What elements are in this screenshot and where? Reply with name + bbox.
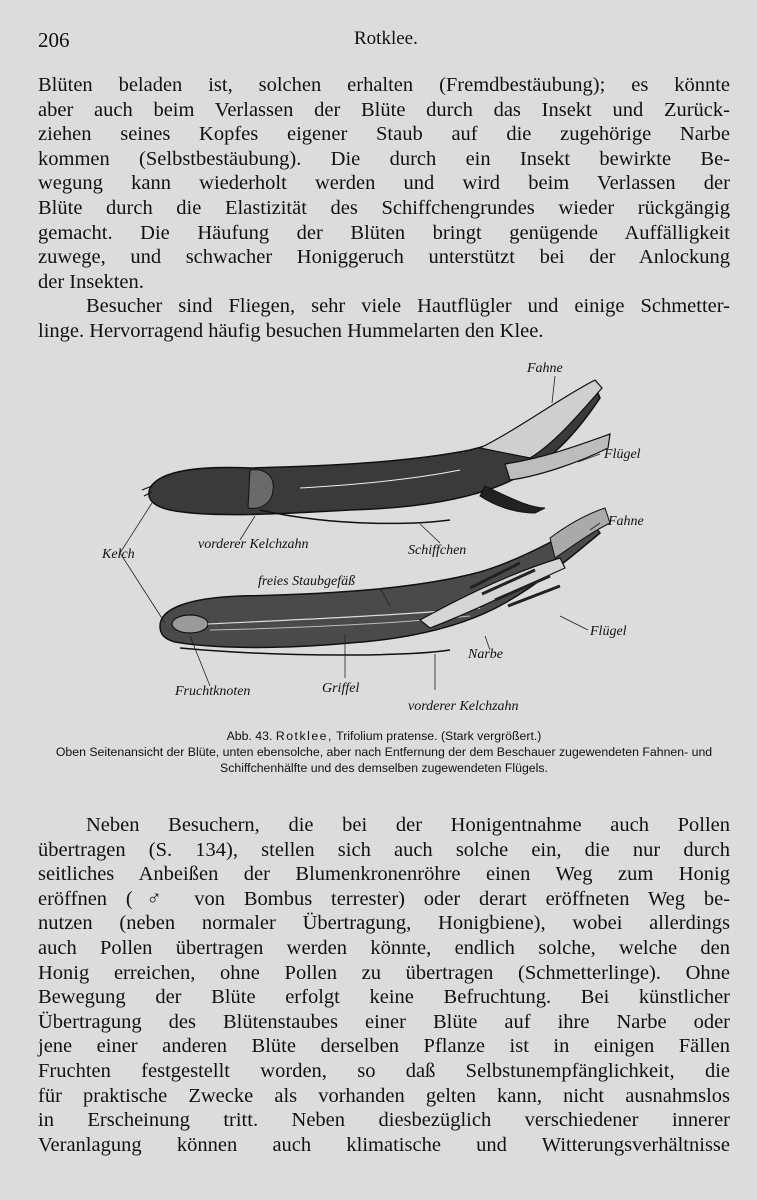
- label-fahne-bottom: Fahne: [608, 514, 644, 529]
- flower-illustration: [90, 358, 710, 718]
- paragraph-line: wegung kann wiederholt werden und wird beim Verlassen der: [38, 172, 730, 195]
- paragraph-line: Fruchten festgestellt worden, so daß Selbstunempfänglichkeit, die: [38, 1059, 730, 1082]
- paragraph-line: Bewegung der Blüte erfolgt keine Befruchtung. Bei künstlicher: [38, 986, 730, 1009]
- caption-number: Abb. 43.: [226, 729, 273, 743]
- label-kelch: Kelch: [102, 547, 135, 562]
- page-header: [38, 28, 728, 58]
- running-head: Rotklee.: [354, 28, 418, 49]
- label-fluegel-top: Flügel: [604, 447, 641, 462]
- paragraph-line: kommen (Selbstbestäubung). Die durch ein Insekt bewirkte Be-: [38, 147, 730, 170]
- paragraph-line: Blüte durch die Elastizität des Schiffchengrundes wieder rückgängig: [38, 196, 730, 219]
- label-freies-staubgefaess: freies Staubgefäß: [258, 574, 356, 589]
- paragraph-line: nutzen (neben normaler Übertragung, Honigbiene), wobei allerdings: [38, 912, 730, 935]
- text-block-top: [38, 73, 730, 344]
- label-fahne-top: Fahne: [527, 361, 563, 376]
- figure-clover-flower: [90, 358, 710, 718]
- caption-text: Oben Seitenansicht der Blüte, unten ebensolche, aber nach Entfernung der dem Beschauer zugewendeten Fahnen- und Schiffchenhälfte und des demselben zugewendeten Flügels.: [55, 745, 713, 775]
- paragraph-line: Besucher sind Fliegen, sehr viele Hautflügler und einige Schmetter-: [86, 295, 730, 318]
- paragraph-line: Übertragung des Blütenstaubes einer Blüte auf ihre Narbe oder: [38, 1010, 730, 1033]
- paragraph-line: auch Pollen übertragen werden könnte, endlich solche, welche den: [38, 936, 730, 959]
- paragraph-line: jene einer anderen Blüte derselben Pflanze ist in einigen Fällen: [38, 1035, 730, 1058]
- paragraph-line: Neben Besuchern, die bei der Honigentnahme auch Pollen: [86, 814, 730, 836]
- caption-latin: Trifolium pratense.: [336, 729, 438, 743]
- label-vorderer-kelchzahn-top: vorderer Kelchzahn: [198, 537, 309, 552]
- label-vorderer-kelchzahn-bottom: vorderer Kelchzahn: [408, 699, 519, 714]
- paragraph-line: seitliches Anbeißen der Blumenkronenröhre einen Weg zum Honig: [38, 863, 730, 886]
- caption-title: [38, 728, 730, 744]
- page-number: 206: [38, 28, 70, 52]
- label-fluegel-bottom: Flügel: [590, 624, 627, 639]
- paragraph-line: eröffnen (♂ von Bombus terrester) oder derart eröffneten Weg be-: [38, 887, 730, 910]
- flower-opened-view: [160, 508, 610, 655]
- paragraph-line: linge. Hervorragend häufig besuchen Hummelarten den Klee.: [38, 319, 544, 342]
- label-narbe: Narbe: [468, 647, 503, 662]
- figure-caption: [38, 728, 730, 776]
- paragraph-line: Veranlagung können auch klimatische und Witterungsverhältnisse: [38, 1133, 730, 1156]
- paragraph-line: Blüten beladen ist, solchen erhalten (Fremdbestäubung); es könnte: [38, 74, 730, 96]
- text-block-bottom: [38, 813, 730, 1157]
- caption-note: (Stark vergrößert.): [440, 729, 542, 743]
- flower-side-view: [142, 380, 610, 523]
- paragraph-line: übertragen (S. 134), stellen sich auch solche ein, die nur durch: [38, 838, 730, 861]
- paragraph-line: gemacht. Die Häufung der Blüten bringt genügende Auffälligkeit: [38, 221, 730, 244]
- label-schiffchen: Schiffchen: [408, 543, 467, 558]
- paragraph-line: aber auch beim Verlassen der Blüte durch das Insekt und Zurück-: [38, 98, 730, 121]
- caption-name: Rotklee,: [275, 729, 333, 743]
- label-griffel: Griffel: [322, 681, 360, 696]
- paragraph-line: für praktische Zwecke als vorhanden gelten kann, nicht ausnahmslos: [38, 1084, 730, 1107]
- paragraph-line: Honig erreichen, ohne Pollen zu übertragen (Schmetterlinge). Ohne: [38, 961, 730, 984]
- label-fruchtknoten: Fruchtknoten: [175, 684, 251, 699]
- paragraph-line: der Insekten.: [38, 270, 144, 293]
- paragraph-line: in Erscheinung tritt. Neben diesbezüglich verschiedener innerer: [38, 1109, 730, 1132]
- paragraph-line: ziehen seines Kopfes eigener Staub auf die zugehörige Narbe: [38, 123, 730, 146]
- paragraph-line: zuwege, und schwacher Honiggeruch unterstützt bei der Anlockung: [38, 246, 730, 269]
